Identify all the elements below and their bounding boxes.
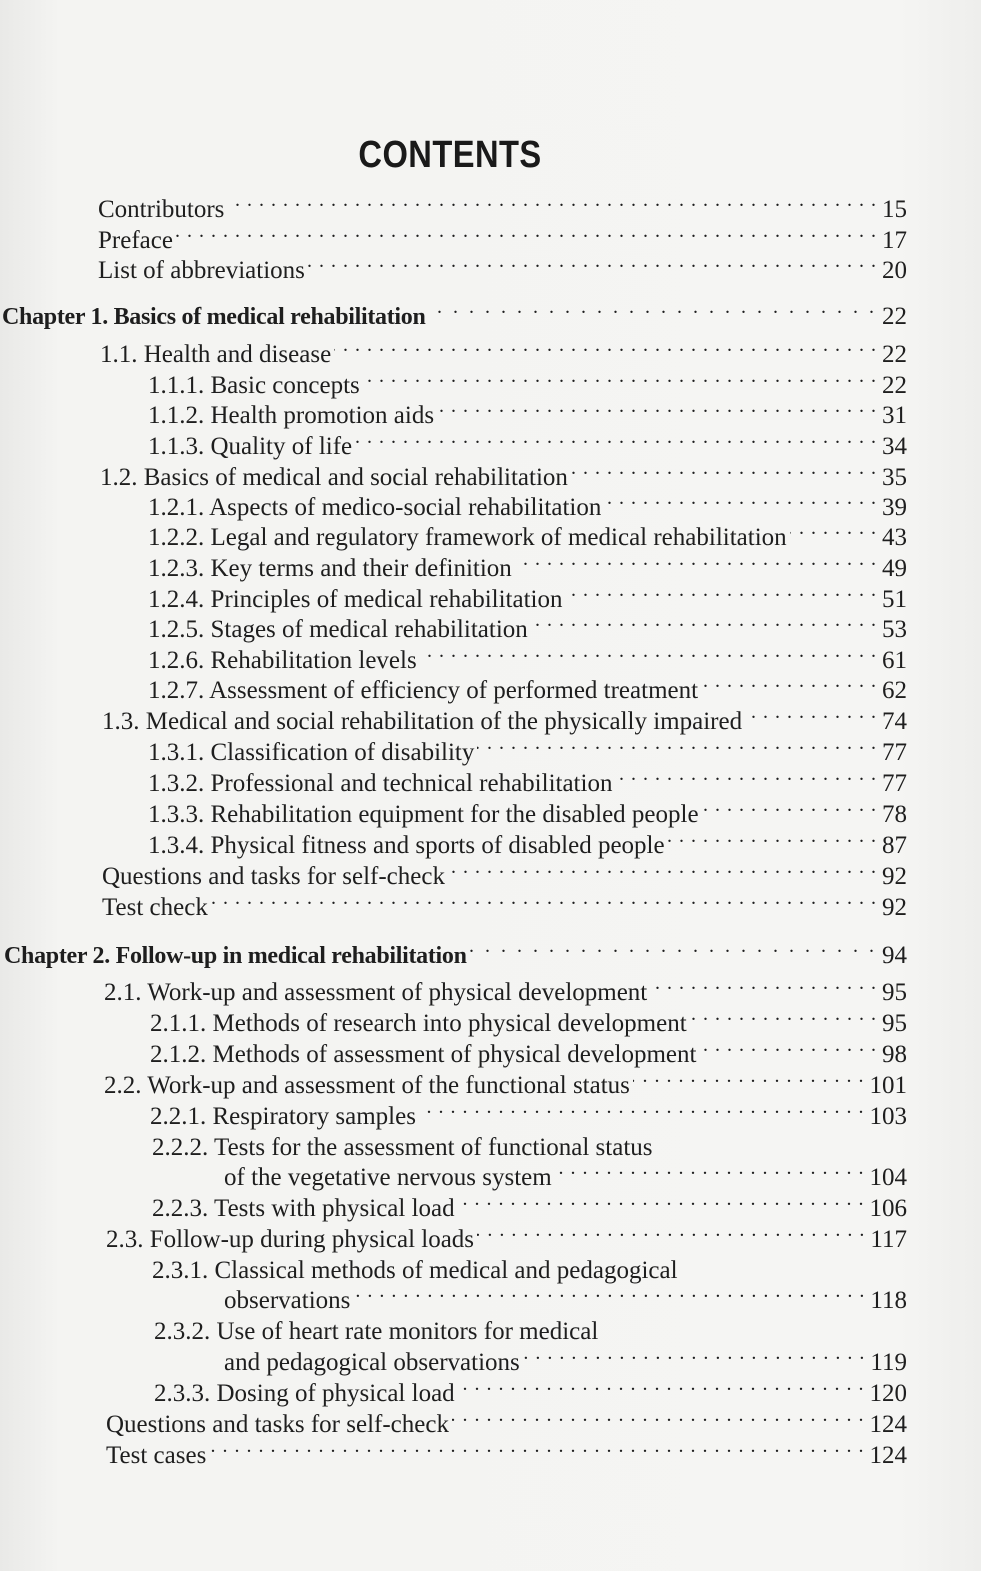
toc-entry: observations . . . 118	[224, 1286, 911, 1316]
toc-entry: 1.2.5. Stages of medical rehabilitation . . . 53	[148, 615, 911, 645]
toc-entry: 2.2. Work-up and assessment of the functional status . . . 101	[104, 1071, 911, 1101]
toc-entry: 1.1.3. Quality of life . . . 34	[148, 432, 911, 462]
toc-entry: 2.1.2. Methods of assessment of physical development . . . 98	[150, 1040, 911, 1070]
toc-entry: 1.1.1. Basic concepts . . . 22	[148, 371, 911, 401]
toc-entry: 1.1.2. Health promotion aids . . . 31	[148, 401, 911, 431]
toc-entry: 2.1. Work-up and assessment of physical development . . . 95	[104, 978, 911, 1008]
toc-entry: 1.3.3. Rehabilitation equipment for the disabled people . . . 78	[148, 800, 911, 830]
toc-entry: of the vegetative nervous system . . . 104	[224, 1163, 911, 1193]
page-title: CONTENTS	[358, 134, 542, 176]
toc-entry-first-line: 2.3.2. Use of heart rate monitors for medical	[154, 1318, 599, 1345]
toc-entry: Contributors . . . 15	[98, 195, 911, 225]
toc-entry: 1.3. Medical and social rehabilitation of the physically impaired . . . 74	[102, 707, 911, 737]
toc-entry: 2.3. Follow-up during physical loads . . . 117	[106, 1225, 911, 1255]
toc-entry: 1.2. Basics of medical and social rehabilitation . . . 35	[100, 463, 911, 493]
toc-entry: 2.3.3. Dosing of physical load . . . 120	[154, 1379, 911, 1409]
toc-chapter-heading: Chapter 2. Follow-up in medical rehabilitation . . . 94	[4, 941, 911, 971]
toc-entry: Questions and tasks for self-check . . . 92	[102, 862, 911, 892]
toc-entry: 1.2.3. Key terms and their definition . . . 49	[148, 554, 911, 584]
toc-entry: 1.2.4. Principles of medical rehabilitation . . . 51	[148, 585, 911, 615]
toc-entry-first-line: 2.2.2. Tests for the assessment of functional status	[152, 1134, 653, 1161]
toc-entry: 1.3.1. Classification of disability . . . 77	[148, 738, 911, 768]
toc-entry: Test check . . . 92	[102, 893, 911, 923]
toc-entry-first-line: 2.3.1. Classical methods of medical and pedagogical	[152, 1257, 678, 1284]
toc-entry: 1.3.4. Physical fitness and sports of disabled people . . . 87	[148, 831, 911, 861]
toc-entry: 2.2.1. Respiratory samples . . . 103	[150, 1102, 911, 1132]
toc-chapter-heading: Chapter 1. Basics of medical rehabilitation . . . 22	[2, 302, 911, 332]
toc-entry: 2.2.3. Tests with physical load . . . 106	[152, 1194, 911, 1224]
toc-entry: Questions and tasks for self-check . . . 124	[106, 1410, 911, 1440]
toc-entry: 2.1.1. Methods of research into physical development . . . 95	[150, 1009, 911, 1039]
toc-entry: 1.2.7. Assessment of efficiency of performed treatment . . . 62	[148, 676, 911, 706]
toc-entry: List of abbreviations . . . 20	[98, 256, 911, 286]
toc-entry: 1.1. Health and disease . . . 22	[100, 340, 911, 370]
toc-entry: 1.2.1. Aspects of medico-social rehabilitation . . . 39	[148, 493, 911, 523]
toc-entry: Preface . . . 17	[98, 226, 911, 256]
toc-entry: and pedagogical observations . . . 119	[224, 1348, 911, 1378]
toc-entry: Test cases . . . 124	[106, 1441, 911, 1471]
toc-entry: 1.3.2. Professional and technical rehabilitation . . . 77	[148, 769, 911, 799]
toc-entry: 1.2.2. Legal and regulatory framework of medical rehabilitation . . . 43	[148, 523, 911, 553]
toc-entry: 1.2.6. Rehabilitation levels . . . 61	[148, 646, 911, 676]
